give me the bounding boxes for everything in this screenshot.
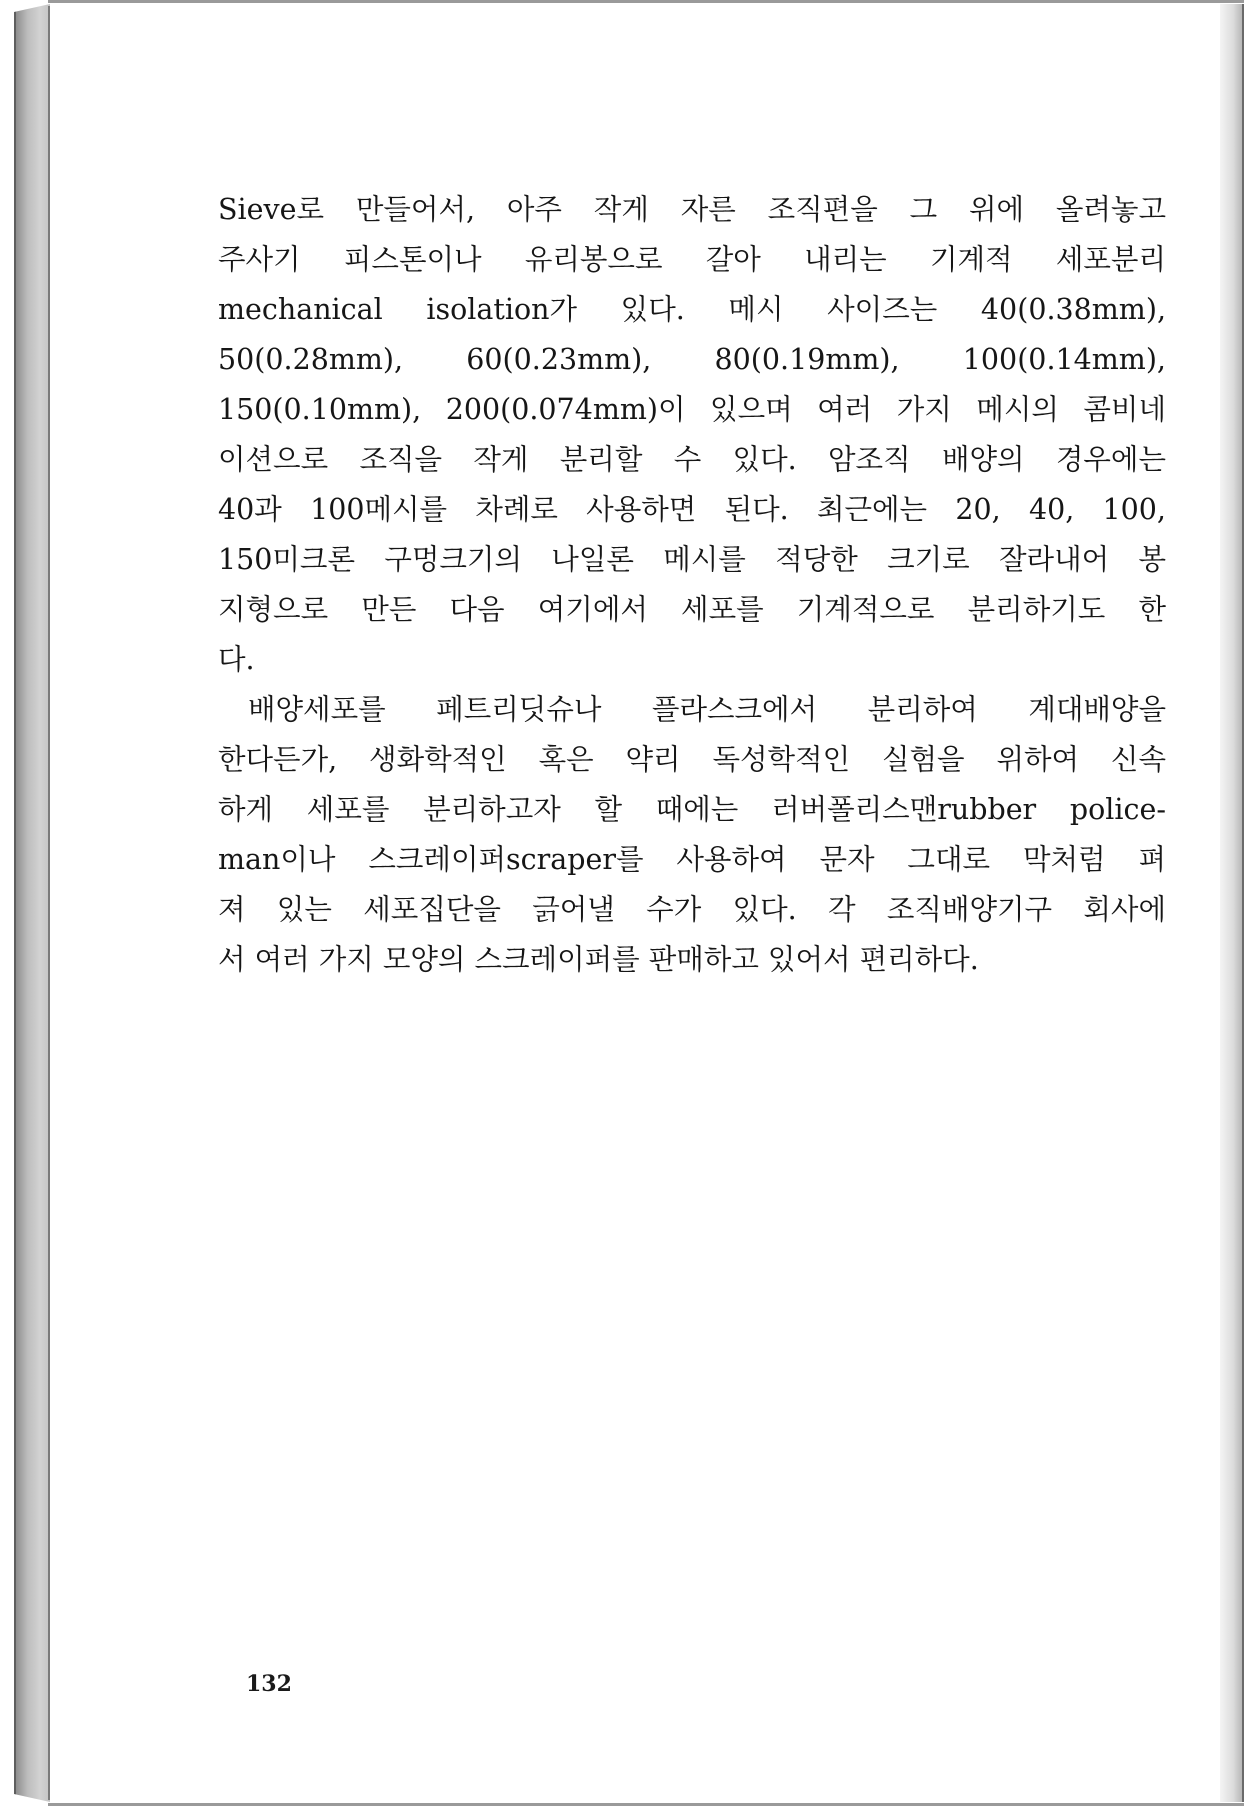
- text-line: 다.: [218, 643, 255, 676]
- text-line: 이션으로 조직을 작게 분리할 수 있다. 암조직 배양의 경우에는: [218, 443, 1166, 476]
- book-page-edge-right: [1220, 4, 1244, 1802]
- text-line: 주사기 피스톤이나 유리봉으로 갈아 내리는 기계적 세포분리: [218, 243, 1166, 276]
- text-line: 한다든가, 생화학적인 혹은 약리 독성학적인 실험을 위하여 신속: [218, 743, 1166, 776]
- text-line: 서 여러 가지 모양의 스크레이퍼를 판매하고 있어서 편리하다.: [218, 943, 979, 976]
- text-line: 배양세포를 페트리딧슈나 플라스크에서 분리하여 계대배양을: [248, 693, 1166, 726]
- page-number: 132: [246, 1671, 292, 1697]
- text-line: 져 있는 세포집단을 긁어낼 수가 있다. 각 조직배양기구 회사에: [218, 893, 1166, 926]
- text-line: 지형으로 만든 다음 여기에서 세포를 기계적으로 분리하기도 한: [218, 593, 1166, 626]
- text-line: 40과 100메시를 차례로 사용하면 된다. 최근에는 20, 40, 100,: [218, 493, 1166, 526]
- text-line: 하게 세포를 분리하고자 할 때에는 러버폴리스맨rubber police-: [218, 793, 1166, 826]
- text-line: 50(0.28mm), 60(0.23mm), 80(0.19mm), 100(0.14mm),: [218, 343, 1166, 376]
- book-page: [50, 3, 1220, 1803]
- body-text: [218, 185, 1166, 985]
- paragraph-1: [218, 185, 1166, 685]
- paragraph-2: [218, 685, 1166, 985]
- text-line: mechanical isolation가 있다. 메시 사이즈는 40(0.38mm),: [218, 293, 1166, 326]
- book-page-edge-left: [14, 4, 50, 1802]
- text-line: 150미크론 구멍크기의 나일론 메시를 적당한 크기로 잘라내어 봉: [218, 543, 1166, 576]
- text-line: 150(0.10mm), 200(0.074mm)이 있으며 여러 가지 메시의 콤비네: [218, 393, 1166, 426]
- text-line: man이나 스크레이퍼scraper를 사용하여 문자 그대로 막처럼 펴: [218, 843, 1166, 876]
- text-line: Sieve로 만들어서, 아주 작게 자른 조직편을 그 위에 올려놓고: [218, 193, 1166, 226]
